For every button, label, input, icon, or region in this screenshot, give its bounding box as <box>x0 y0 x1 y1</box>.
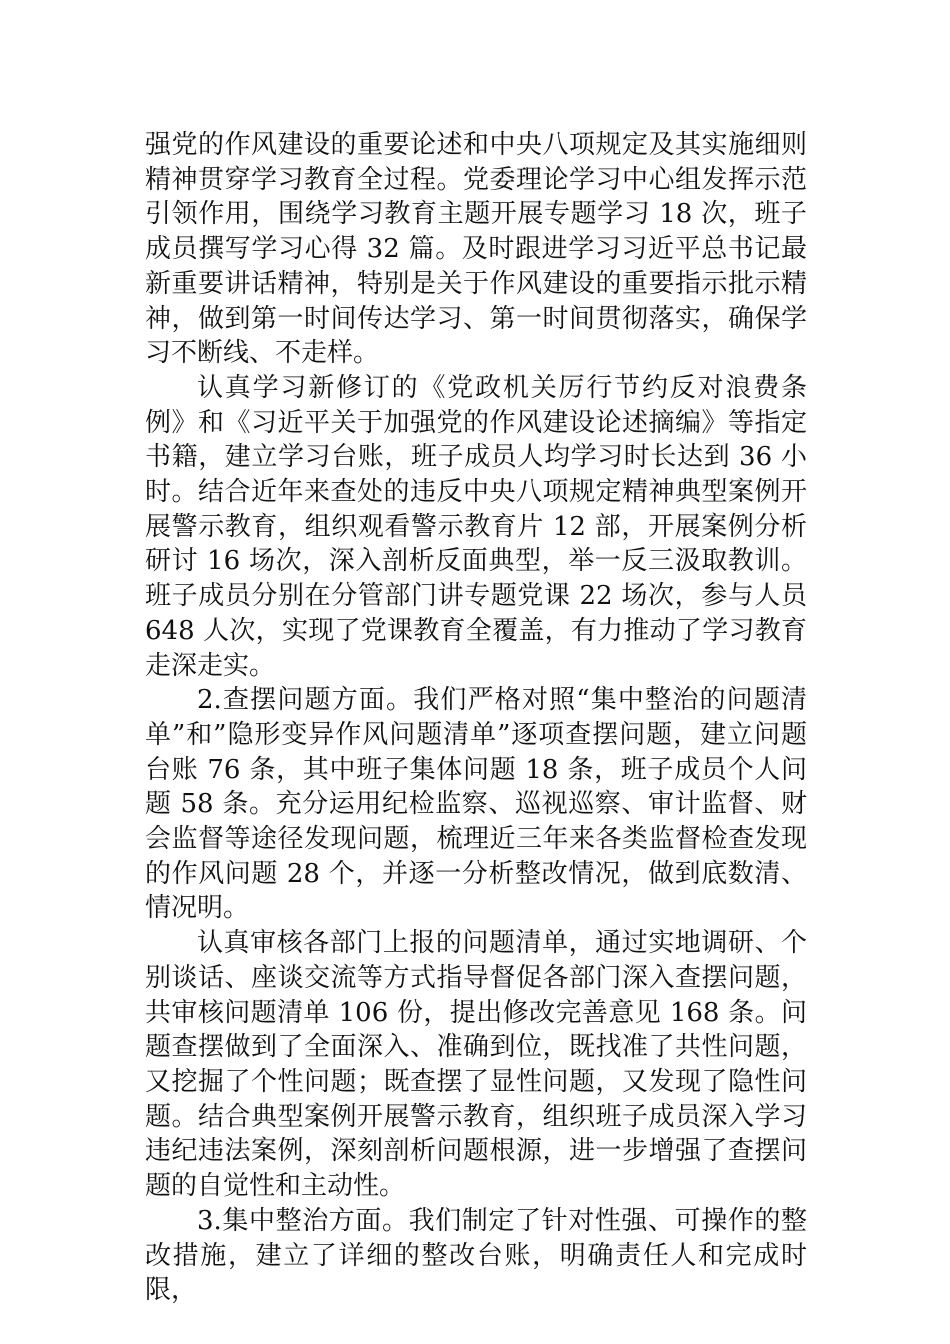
paragraph-rectification: 3.集中整治方面。我们制定了针对性强、可操作的整改措施，建立了详细的整改台账，明确责任人和完成时限， <box>145 1205 807 1306</box>
paragraph-problem-finding: 2.查摆问题方面。我们严格对照“集中整治的问题清单”和”隐形变异作风问题清单”逐项查摆问题，建立问题台账 76 条，其中班子集体问题 18 条，班子成员个人问题 58 条。充分运用纪检监察、巡视巡察、审计监督、财会监督等途径发现问题，梳理近三年来各类监督检查发现的作风问题 28 个，并逐一分析整改情况，做到底数清、情况明。 <box>145 685 807 924</box>
paragraph-continuation: 强党的作风建设的重要论述和中央八项规定及其实施细则精神贯穿学习教育全过程。党委理论学习中心组发挥示范引领作用，围绕学习教育主题开展专题学习 18 次，班子成员撰写学习心得 32 篇。及时跟进学习习近平总书记最新重要讲话精神，特别是关于作风建设的重要指示批示精神，做到第一时间传达学习、第一时间贯彻落实，确保学习不断线、不走样。 <box>145 130 807 369</box>
body-text <box>145 128 807 1308</box>
paragraph-study-books: 认真学习新修订的《党政机关厉行节约反对浪费条例》和《习近平关于加强党的作风建设论述摘编》等指定书籍，建立学习台账，班子成员人均学习时长达到 36 小时。结合近年来查处的违反中央八项规定精神典型案例开展警示教育，组织观看警示教育片 12 部，开展案例分析研讨 16 场次，深入剖析反面典型，举一反三汲取教训。班子成员分别在分管部门讲专题党课 22 场次，参与人员 648 人次，实现了党课教育全覆盖，有力推动了学习教育走深走实。 <box>145 372 807 681</box>
paragraph-review-lists: 认真审核各部门上报的问题清单，通过实地调研、个别谈话、座谈交流等方式指导督促各部门深入查摆问题，共审核问题清单 106 份，提出修改完善意见 168 条。问题查摆做到了全面深入、准确到位，既找准了共性问题，又挖掘了个性问题；既查摆了显性问题，又发现了隐性问题。结合典型案例开展警示教育，组织班子成员深入学习违纪违法案例，深刻剖析问题根源，进一步增强了查摆问题的自觉性和主动性。 <box>145 928 807 1202</box>
